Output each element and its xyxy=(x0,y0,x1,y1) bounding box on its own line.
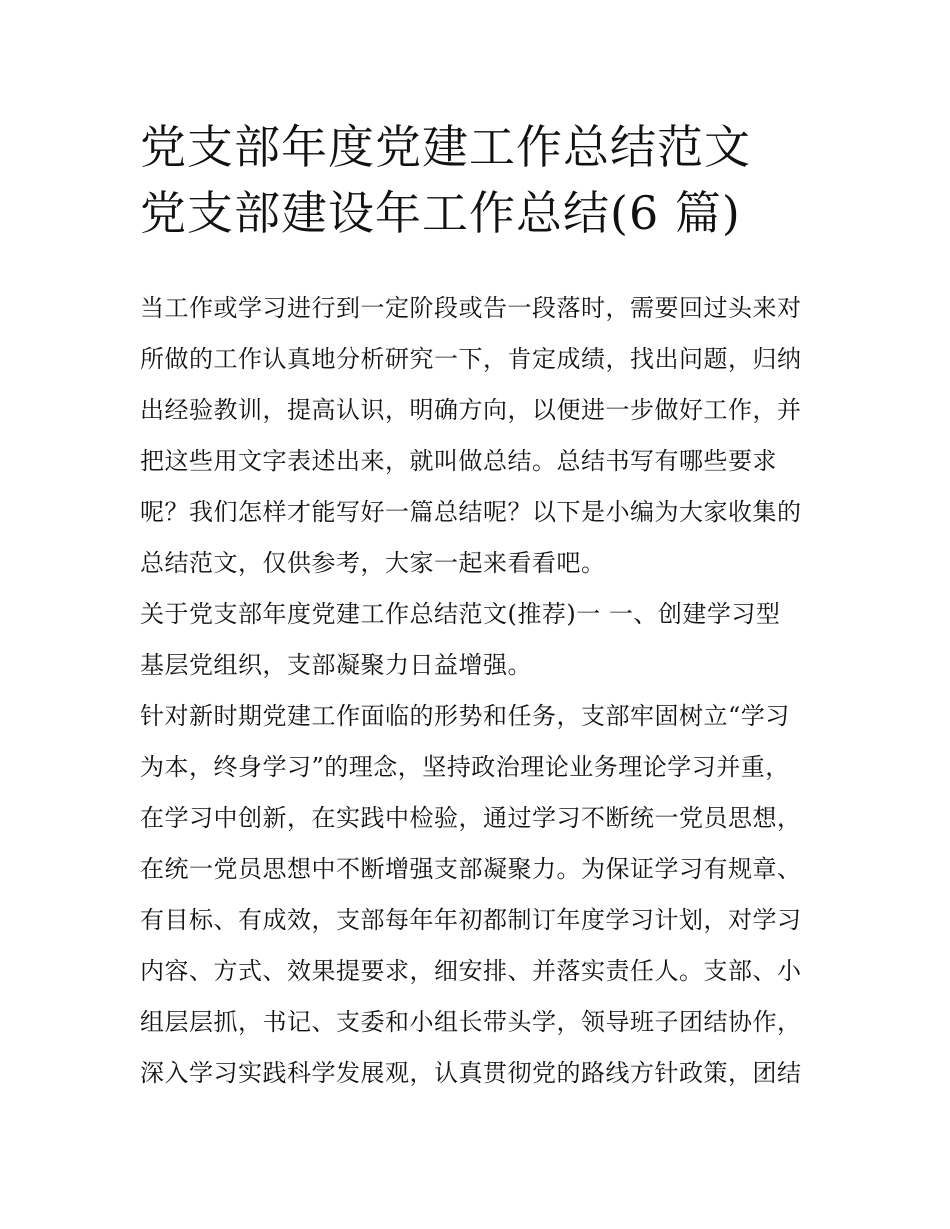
body-line: 为本，终身学习”的理念，坚持政治理论业务理论学习并重， xyxy=(140,753,790,781)
body-line: 把这些用文字表述出来，就叫做总结。总结书写有哪些要求 xyxy=(140,447,777,475)
body-line: 在学习中创新，在实践中检验，通过学习不断统一党员思想， xyxy=(140,804,802,832)
body-line: 呢？我们怎样才能写好一篇总结呢？以下是小编为大家收集的 xyxy=(140,498,802,526)
body-line: 组层层抓，书记、支委和小组长带头学，领导班子团结协作， xyxy=(140,1008,802,1036)
document-body xyxy=(140,283,830,1099)
title-line-1: 党支部年度党建工作总结范文 xyxy=(140,120,751,174)
document-title xyxy=(140,114,830,246)
body-line: 内容、方式、效果提要求，细安排、并落实责任人。支部、小 xyxy=(140,957,802,985)
body-line: 针对新时期党建工作面临的形势和任务，支部牢固树立“学习 xyxy=(140,702,790,730)
body-line: 当工作或学习进行到一定阶段或告一段落时，需要回过头来对 xyxy=(140,294,802,322)
body-line: 出经验教训，提高认识，明确方向，以便进一步做好工作，并 xyxy=(140,396,802,424)
body-line: 基层党组织，支部凝聚力日益增强。 xyxy=(140,651,532,679)
body-line: 有目标、有成效，支部每年年初都制订年度学习计划，对学习 xyxy=(140,906,802,934)
body-line: 深入学习实践科学发展观，认真贯彻党的路线方针政策，团结 xyxy=(140,1059,802,1087)
body-line: 在统一党员思想中不断增强支部凝聚力。为保证学习有规章、 xyxy=(140,855,802,883)
body-line: 关于党支部年度党建工作总结范文(推荐)一 一、创建学习型 xyxy=(140,600,781,628)
title-line-2: 党支部建设年工作总结(6 篇) xyxy=(140,186,741,240)
body-line: 所做的工作认真地分析研究一下，肯定成绩，找出问题，归纳 xyxy=(140,345,802,373)
body-line: 总结范文，仅供参考，大家一起来看看吧。 xyxy=(140,549,606,577)
